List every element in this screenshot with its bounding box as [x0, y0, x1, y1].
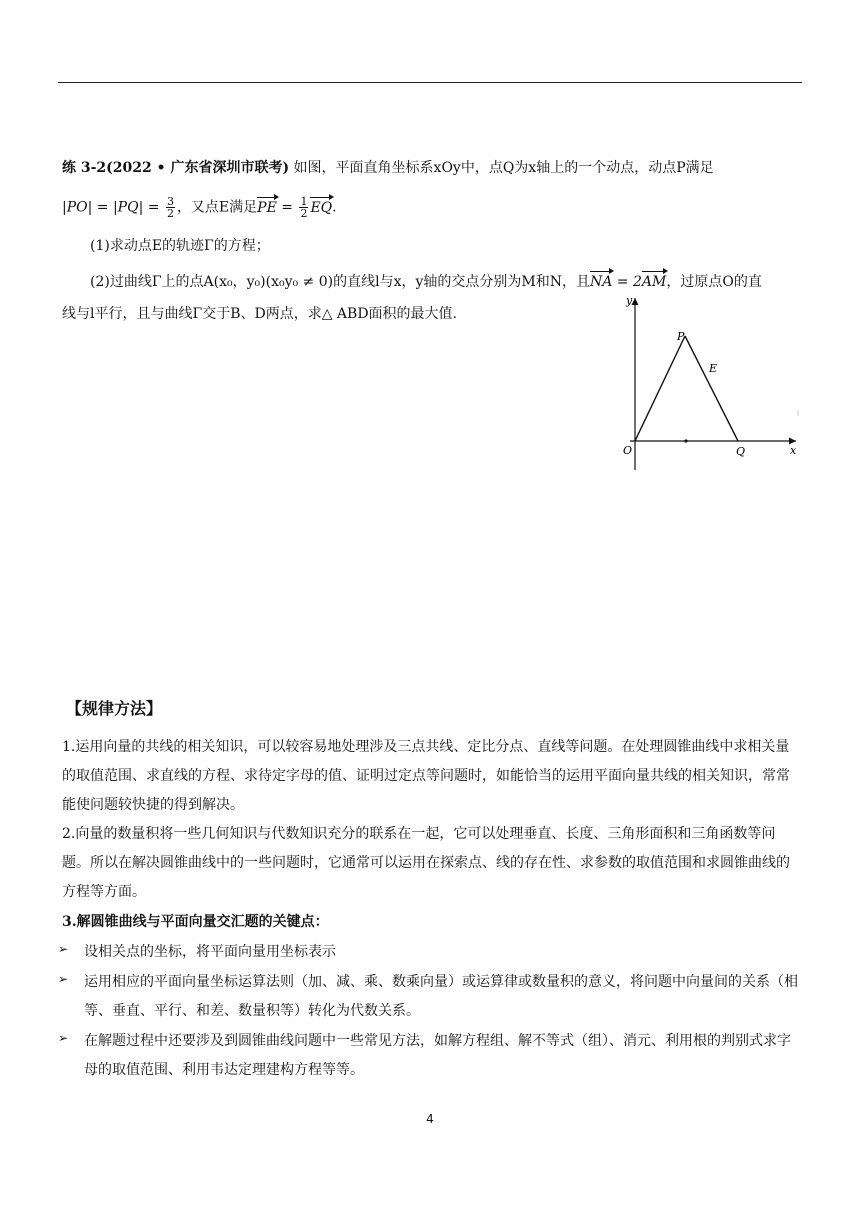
problem-source: (2022 • 广东省深圳市联考) [106, 160, 290, 176]
vector-eq: EQ [310, 199, 333, 216]
x-axis-dot [684, 439, 687, 442]
label-o: O [623, 444, 633, 457]
period: . [332, 199, 337, 216]
bullet-arrow-icon: ➢ [58, 942, 69, 956]
equals-sign: = [276, 199, 298, 216]
vector-na: NA [589, 274, 613, 290]
problem-label: 练 3-2 [62, 160, 107, 176]
question-2-equals: = 2 [612, 274, 642, 290]
problem-intro: 如图，平面直角坐标系xOy中，点Q为x轴上的一个动点，动点P满足 [293, 160, 714, 176]
fraction-one-half: $\frac{1}{2}$ [300, 195, 308, 220]
coordinate-figure [608, 292, 808, 472]
label-p: P [677, 330, 685, 343]
bullet-arrow-icon: ➢ [58, 972, 69, 986]
question-1: (1)求动点E的轨迹Γ的方程； [90, 238, 270, 254]
label-q: Q [736, 445, 746, 458]
segment-pq [685, 336, 738, 441]
label-y: y [626, 294, 633, 307]
segment-op [635, 336, 685, 441]
vector-am: AM [641, 274, 667, 290]
problem-line-1 [62, 158, 714, 178]
page-number: 4 [426, 1112, 434, 1126]
problem-line-2 [62, 196, 337, 219]
label-e: E [709, 362, 718, 375]
question-2-line-2: 线与l平行，且与曲线Γ交于B、D两点，求△ ABD面积的最大值. [62, 306, 457, 322]
method-paragraph-1: 1.运用向量的共线的相关知识，可以较容易地处理涉及三点共线、定比分点、直线等问题。在处理圆锥曲线中求相关量的取值范围、求直线的方程、求待定字母的值、证明过定点等问题时，如能恰当的运用平面向量共线的相关知识，常常能使问题较快捷的得到解决。 [62, 739, 790, 813]
header-rule [58, 82, 802, 83]
question-2-part-a: (2)过曲线Γ上的点A(x₀，y₀)(x₀y₀ ≠ 0)的直线l与x，y轴的交点分别为M和N，且 [90, 274, 590, 290]
label-x: x [790, 444, 797, 457]
condition-connector: ，又点E满足 [176, 199, 258, 216]
fraction-three-halves: $\frac{3}{2}$ [166, 195, 174, 220]
method-paragraph-2: 2.向量的数量积将一些几何知识与代数知识充分的联系在一起，它可以处理垂直、长度、三角形面积和三角函数等问题。所以在解决圆锥曲线中的一些问题时，它通常可以运用在探索点、线的存在性、求参数的取值范围和求圆锥曲线的方程等方面。 [62, 826, 790, 900]
bullet-arrow-icon: ➢ [58, 1031, 69, 1045]
bullet-item-1: 设相关点的坐标，将平面向量用坐标表示 [84, 944, 336, 960]
section-title: 【规律方法】 [66, 699, 163, 718]
question-2-part-b: ，过原点O的直 [666, 274, 762, 290]
bullet-item-2: 运用相应的平面向量坐标运算法则（加、减、乘、数乘向量）或运算律或数量积的意义，将问题中向量间的关系（相等、垂直、平行、和差、数量积等）转化为代数关系。 [84, 974, 798, 1019]
method-paragraph-3: 3.解圆锥曲线与平面向量交汇题的关键点： [62, 914, 329, 930]
question-2-line-1 [90, 272, 762, 292]
bullet-item-3: 在解题过程中还要涉及到圆锥曲线问题中一些常见方法，如解方程组、解不等式（组）、消元、利用根的判别式求字母的取值范围、利用韦达定理建构方程等等。 [84, 1033, 791, 1078]
condition-lengths: |PO| = |PQ| = [62, 199, 164, 216]
vector-pe: PE [257, 199, 277, 216]
